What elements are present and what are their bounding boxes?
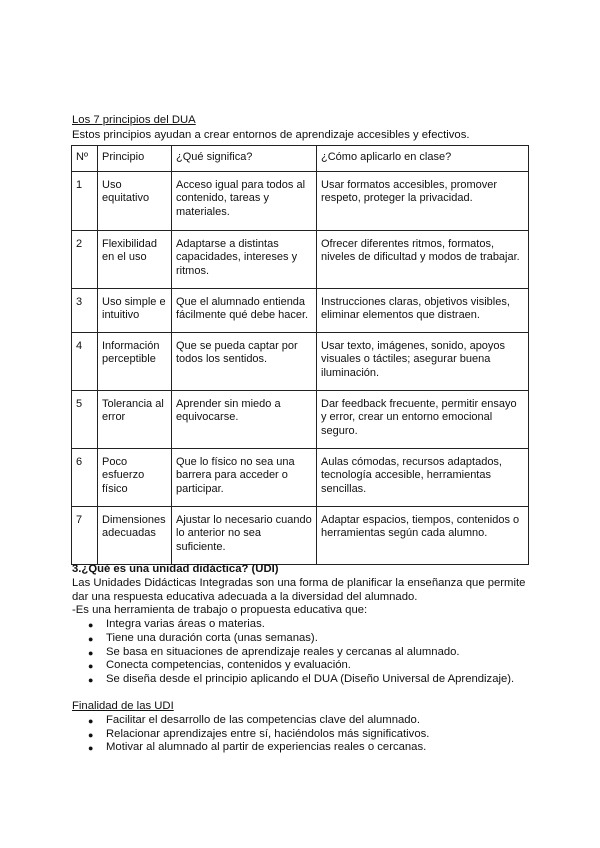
table-row (72, 333, 529, 391)
cell-application: Aulas cómodas, recursos adaptados, tecnología accesible, herramientas sencillas. (317, 449, 529, 507)
cell-principle: Tolerancia al error (98, 391, 172, 449)
cell-number: 5 (72, 391, 98, 449)
cell-principle: Uso equitativo (98, 172, 172, 231)
cell-meaning: Que lo físico no sea una barrera para acceder o participar. (172, 449, 317, 507)
intro-text: Estos principios ayudan a crear entornos de aprendizaje accesibles y efectivos. (72, 129, 470, 141)
cell-principle: Flexibilidad en el uso (98, 231, 172, 289)
udi-section (72, 563, 532, 755)
cell-number: 7 (72, 507, 98, 565)
cell-meaning: Adaptarse a distintas capacidades, intereses y ritmos. (172, 231, 317, 289)
list-item: ● Conecta competencias, contenidos y evaluación. (106, 659, 532, 673)
list-item: ● Motivar al alumnado al partir de experiencias reales o cercanas. (106, 741, 532, 755)
cell-meaning: Acceso igual para todos al contenido, tareas y materiales. (172, 172, 317, 231)
udi-paragraph: Las Unidades Didácticas Integradas son una forma de planificar la enseñanza que permite dar una respuesta educativa adecuada a la diversidad del alumnado. (72, 576, 526, 603)
list-item: ● Tiene una duración corta (unas semanas). (106, 632, 532, 646)
cell-principle: Información perceptible (98, 333, 172, 391)
cell-number: 3 (72, 289, 98, 333)
finalidad-title: Finalidad de las UDI (72, 700, 174, 713)
list-item: ● Se basa en situaciones de aprendizaje reales y cercanas al alumnado. (106, 646, 532, 660)
finalidad-bullet-list (72, 714, 532, 755)
table-row (72, 231, 529, 289)
cell-application: Dar feedback frecuente, permitir ensayo y error, crear un entorno emocional seguro. (317, 391, 529, 449)
cell-application: Usar texto, imágenes, sonido, apoyos visuales o táctiles; asegurar buena iluminación. (317, 333, 529, 391)
cell-meaning: Ajustar lo necesario cuando lo anterior no sea suficiente. (172, 507, 317, 565)
table-row (72, 172, 529, 231)
table-row (72, 391, 529, 449)
cell-application: Adaptar espacios, tiempos, contenidos o herramientas según cada alumno. (317, 507, 529, 565)
table-row (72, 289, 529, 333)
cell-application: Instrucciones claras, objetivos visibles, eliminar elementos que distraen. (317, 289, 529, 333)
cell-number: 4 (72, 333, 98, 391)
section-title-dua: Los 7 principios del DUA (72, 114, 196, 126)
header-cell-meaning: ¿Qué significa? (172, 146, 317, 172)
udi-bullet-list (72, 618, 532, 687)
cell-application: Usar formatos accesibles, promover respeto, proteger la privacidad. (317, 172, 529, 231)
table-header-row (72, 146, 529, 172)
list-item: ● Relacionar aprendizajes entre sí, haciéndolos más significativos. (106, 728, 532, 742)
header-cell-number: Nº (72, 146, 98, 172)
cell-number: 2 (72, 231, 98, 289)
cell-number: 6 (72, 449, 98, 507)
cell-meaning: Aprender sin miedo a equivocarse. (172, 391, 317, 449)
cell-principle: Poco esfuerzo físico (98, 449, 172, 507)
list-item: ● Facilitar el desarrollo de las competencias clave del alumnado. (106, 714, 532, 728)
list-item: ● Se diseña desde el principio aplicando el DUA (Diseño Universal de Aprendizaje). (106, 673, 532, 687)
table-row (72, 449, 529, 507)
dua-principles-table (71, 145, 529, 565)
udi-lead: -Es una herramienta de trabajo o propuesta educativa que: (72, 604, 368, 617)
cell-number: 1 (72, 172, 98, 231)
udi-heading: 3.¿Qué es una unidad didáctica? (UDI) (72, 563, 279, 575)
cell-meaning: Que se pueda captar por todos los sentidos. (172, 333, 317, 391)
cell-principle: Uso simple e intuitivo (98, 289, 172, 333)
cell-principle: Dimensiones adecuadas (98, 507, 172, 565)
list-item: ● Integra varias áreas o materias. (106, 618, 532, 632)
cell-application: Ofrecer diferentes ritmos, formatos, niveles de dificultad y modos de trabajar. (317, 231, 529, 289)
header-cell-application: ¿Cómo aplicarlo en clase? (317, 146, 529, 172)
header-cell-principle: Principio (98, 146, 172, 172)
table-row (72, 507, 529, 565)
cell-meaning: Que el alumnado entienda fácilmente qué debe hacer. (172, 289, 317, 333)
